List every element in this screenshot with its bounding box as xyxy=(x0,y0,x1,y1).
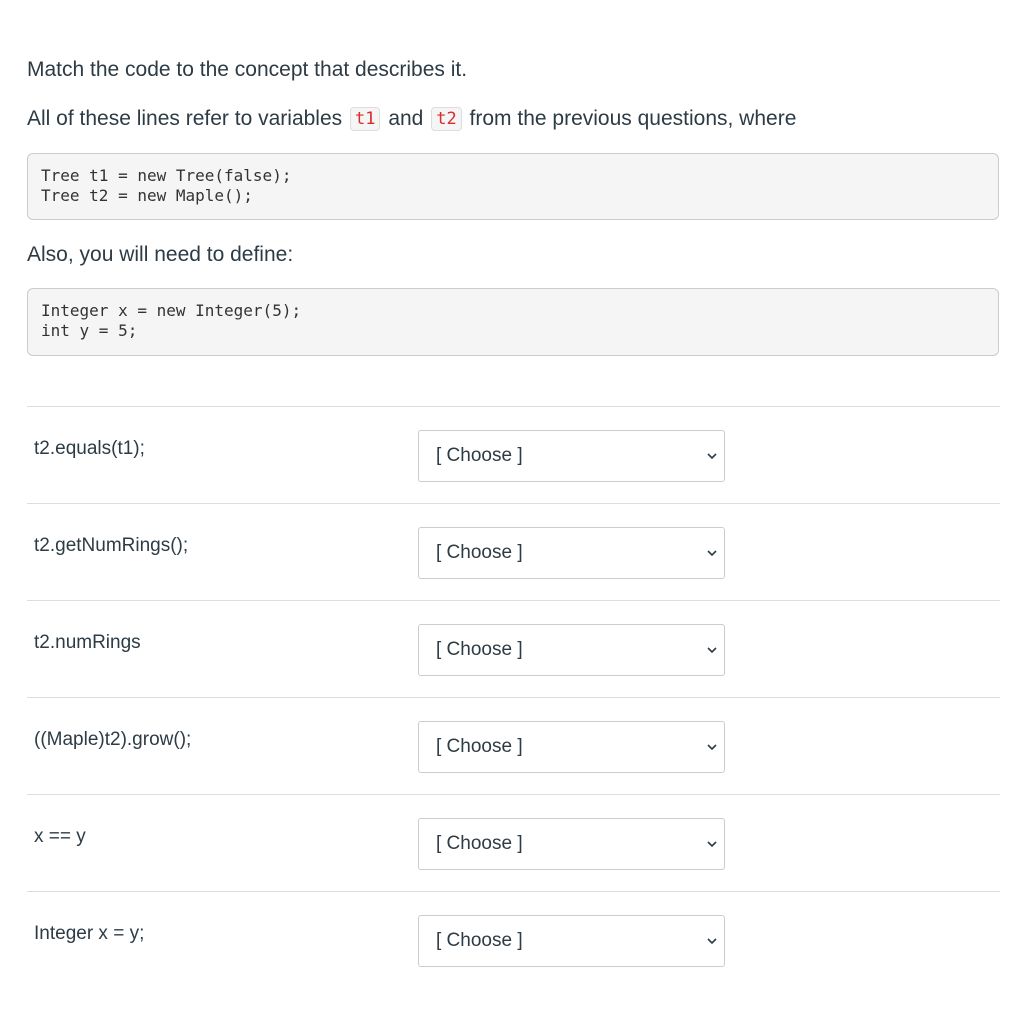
chevron-down-icon xyxy=(706,450,718,462)
match-prompt: Integer x = y; xyxy=(34,923,145,944)
chevron-down-icon xyxy=(706,547,718,559)
dropdown-selected-value: [ Choose ] xyxy=(436,639,523,660)
inline-code-t1: t1 xyxy=(350,107,380,131)
answer-dropdown[interactable] xyxy=(418,430,725,482)
chevron-down-icon xyxy=(706,838,718,850)
match-row xyxy=(27,406,1000,503)
code-line: Tree t1 = new Tree(false); xyxy=(41,166,292,185)
match-row xyxy=(27,794,1000,891)
answer-dropdown[interactable] xyxy=(418,915,725,967)
match-prompt: ((Maple)t2).grow(); xyxy=(34,729,192,750)
context-after-text: from the previous questions, where xyxy=(469,107,797,130)
match-prompt: t2.getNumRings(); xyxy=(34,535,189,556)
chevron-down-icon xyxy=(706,935,718,947)
match-prompt: x == y xyxy=(34,826,86,847)
question-instruction: Match the code to the concept that describes it. xyxy=(27,58,468,81)
dropdown-selected-value: [ Choose ] xyxy=(436,542,523,563)
match-prompt: t2.numRings xyxy=(34,632,141,653)
code-block-trees xyxy=(27,153,999,220)
code-line: Tree t2 = new Maple(); xyxy=(41,186,253,205)
answer-dropdown[interactable] xyxy=(418,818,725,870)
match-row xyxy=(27,503,1000,600)
chevron-down-icon xyxy=(706,741,718,753)
answer-dropdown[interactable] xyxy=(418,721,725,773)
dropdown-selected-value: [ Choose ] xyxy=(436,930,523,951)
answer-dropdown[interactable] xyxy=(418,624,725,676)
chevron-down-icon xyxy=(706,644,718,656)
question-context xyxy=(27,105,796,133)
answer-dropdown[interactable] xyxy=(418,527,725,579)
code-line: Integer x = new Integer(5); xyxy=(41,301,302,320)
context-and-text: and xyxy=(388,107,424,130)
match-list xyxy=(27,406,1000,988)
code-line: int y = 5; xyxy=(41,321,138,340)
match-row xyxy=(27,600,1000,697)
match-row xyxy=(27,891,1000,988)
match-row xyxy=(27,697,1000,794)
match-prompt: t2.equals(t1); xyxy=(34,438,145,459)
dropdown-selected-value: [ Choose ] xyxy=(436,445,523,466)
code-block-variables xyxy=(27,288,999,356)
context-before-text: All of these lines refer to variables xyxy=(27,107,343,130)
dropdown-selected-value: [ Choose ] xyxy=(436,833,523,854)
inline-code-t2: t2 xyxy=(431,107,461,131)
dropdown-selected-value: [ Choose ] xyxy=(436,736,523,757)
also-define-text: Also, you will need to define: xyxy=(27,243,294,266)
